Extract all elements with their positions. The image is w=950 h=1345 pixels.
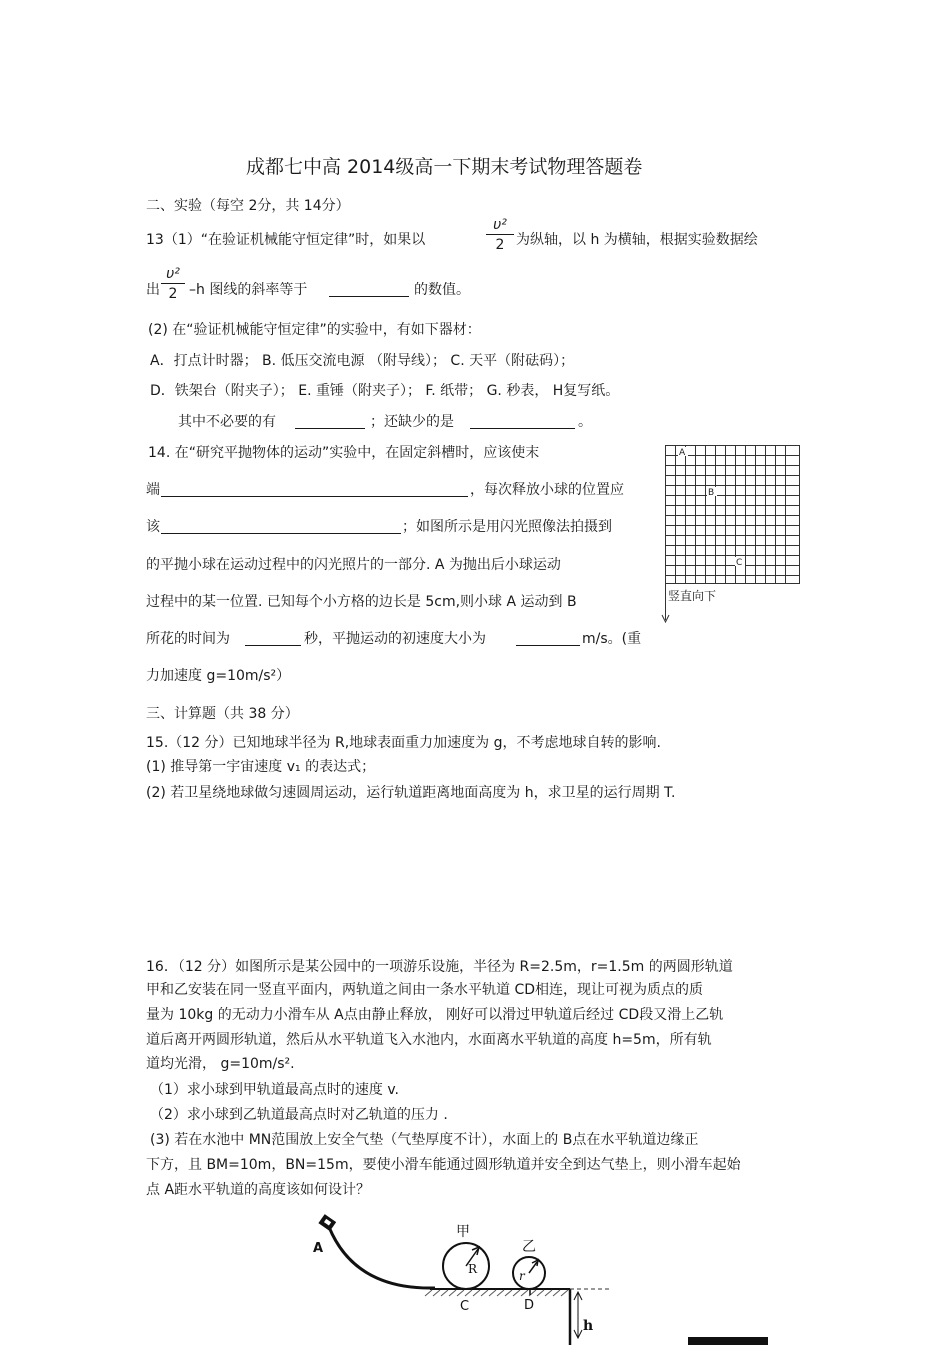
q13-line2-d: –h 图线的斜率等于 xyxy=(189,282,308,298)
q13-part2: (2) 在“验证机械能守恒定律”的实验中，有如下器材： xyxy=(148,322,481,338)
label-d: D xyxy=(524,1298,535,1313)
page-title: 成都七中高 2014级高一下期末考试物理答题卷 xyxy=(246,156,643,178)
q14-line1: 14. 在“研究平抛物体的运动”实验中，在固定斜槽时，应该使末 xyxy=(148,445,540,461)
q16-line5: 道均光滑， g=10m/s². xyxy=(146,1056,295,1072)
q13-fraction-1 xyxy=(486,218,514,252)
q14-line3-a: 该 xyxy=(146,519,160,535)
fraction-numerator: υ² xyxy=(486,218,514,235)
fraction-numerator: υ² xyxy=(161,267,185,284)
label-R: R xyxy=(468,1262,478,1276)
q14-line2-b: ，每次释放小球的位置应 xyxy=(470,482,624,498)
grid-point-a: A xyxy=(679,448,686,458)
q14-line6-b: 秒，平抛运动的初速度大小为 xyxy=(304,631,486,647)
q15-line2: (1) 推导第一宇宙速度 v₁ 的表达式； xyxy=(146,759,376,775)
grid-lines xyxy=(666,446,800,584)
q14-line6-c: m/s。(重 xyxy=(582,631,642,647)
q13-unneeded-label: 其中不必要的有 xyxy=(178,414,276,430)
q13-line2-c: 出 xyxy=(146,282,160,298)
q16-sub3-line2: 下方，且 BM=10m，BN=15m，要使小滑车能通过圆形轨道并安全到达气垫上，则小滑车起始 xyxy=(146,1157,741,1173)
q16-line2: 甲和乙安装在同一竖直平面内，两轨道之间由一条水平轨道 CD相连，现让可视为质点的质 xyxy=(146,982,704,998)
answer-blank-missing[interactable] xyxy=(470,415,575,429)
grid-caption: 竖直向下 xyxy=(668,589,717,603)
q15-line1: 15.（12 分）已知地球半径为 R,地球表面重力加速度为 g，不考虑地球自转的影响. xyxy=(146,735,661,751)
cart-icon xyxy=(318,1214,336,1231)
ground-hatching xyxy=(425,1290,568,1296)
q16-sub3-line3: 点 A距水平轨道的高度该如何设计？ xyxy=(146,1182,371,1198)
q16-sub2: （2）求小球到乙轨道最高点时对乙轨道的压力 . xyxy=(150,1107,448,1123)
q16-line4: 道后离开两圆形轨道，然后从水平轨道飞入水池内，水面离水平轨道的高度 h=5m，所有轨 xyxy=(146,1032,712,1048)
answer-blank-slope[interactable] xyxy=(329,283,409,297)
q13-fraction-2 xyxy=(161,267,185,301)
label-jia: 甲 xyxy=(456,1224,470,1240)
label-a: A xyxy=(313,1241,324,1256)
q13-line1-a: 13（1）“在验证机械能守恒定律”时，如果以 xyxy=(146,232,426,248)
fraction-denominator: 2 xyxy=(495,237,505,253)
q13-equipment-line2: D．铁架台（附夹子）； E. 重锤（附夹子）； F. 纸带； G. 秒表， H复写纸。 xyxy=(150,383,620,399)
q16-sub1: （1）求小球到甲轨道最高点时的速度 v. xyxy=(150,1082,400,1098)
safety-cushion xyxy=(688,1337,768,1345)
q16-line1: 16．（12 分）如图所示是某公园中的一项游乐设施，半径为 R=2.5m，r=1.5m 的两圆形轨道 xyxy=(146,959,733,975)
q14-line7: 力加速度 g=10m/s²） xyxy=(146,668,291,684)
q13-line2-e: 的数值。 xyxy=(414,282,470,298)
q13-line1-b: 为纵轴，以 h 为横轴，根据实验数据绘 xyxy=(516,232,758,248)
q13-line-end: 。 xyxy=(578,414,592,430)
answer-blank-unneeded[interactable] xyxy=(295,415,365,429)
q14-line6-a: 所花的时间为 xyxy=(146,631,230,647)
q15-line3: (2) 若卫星绕地球做匀速圆周运动，运行轨道距离地面高度为 h，求卫星的运行周期 T. xyxy=(146,785,676,801)
label-c: C xyxy=(460,1299,470,1314)
slope-track xyxy=(329,1227,435,1288)
label-h: h xyxy=(583,1318,594,1334)
grid-point-c: C xyxy=(736,558,743,568)
flash-photo-grid xyxy=(655,440,805,626)
q14-line3-b: ；如图所示是用闪光照像法拍摄到 xyxy=(402,519,612,535)
track-diagram xyxy=(300,1210,780,1345)
answer-blank-release-position[interactable] xyxy=(161,520,401,534)
q16-line3: 量为 10kg 的无动力小滑车从 A点由静止释放， 刚好可以滑过甲轨道后经过 CD段又滑上乙轨 xyxy=(146,1007,724,1023)
label-r: r xyxy=(519,1269,525,1283)
q13-missing-label: ；还缺少的是 xyxy=(370,414,454,430)
q14-line4: 的平抛小球在运动过程中的闪光照片的一部分. A 为抛出后小球运动 xyxy=(146,557,561,573)
section-3-heading: 三、计算题（共 38 分） xyxy=(146,706,299,722)
radius-r-line xyxy=(529,1262,537,1273)
q13-equipment-line1: A．打点计时器； B. 低压交流电源 （附导线）； C. 天平（附砝码）； xyxy=(150,353,575,369)
label-yi: 乙 xyxy=(522,1239,536,1255)
q16-sub3-line1: (3) 若在水池中 MN范围放上安全气垫（气垫厚度不计），水面上的 B点在水平轨道边缘正 xyxy=(150,1132,699,1148)
answer-blank-velocity[interactable] xyxy=(516,632,580,646)
q14-line5: 过程中的某一位置. 已知每个小方格的边长是 5cm,则小球 A 运动到 B xyxy=(146,594,577,610)
answer-blank-time[interactable] xyxy=(245,632,301,646)
answer-blank-chute-end[interactable] xyxy=(161,483,468,497)
fraction-denominator: 2 xyxy=(168,286,178,302)
grid-point-b: B xyxy=(708,488,715,498)
q14-line2-a: 端 xyxy=(146,482,160,498)
section-2-heading: 二、实验（每空 2分，共 14分） xyxy=(146,198,350,214)
